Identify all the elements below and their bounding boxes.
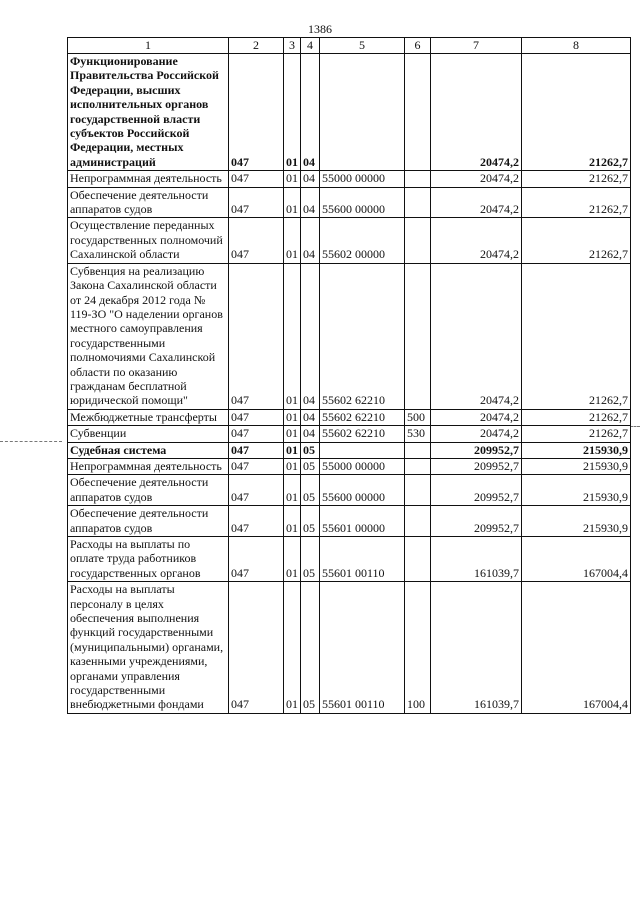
table-row [68, 475, 631, 506]
subsection-code-cell: 04 [301, 218, 320, 263]
column-header: 1 [68, 38, 229, 54]
target-article-cell: 55602 00000 [320, 218, 405, 263]
column-header: 3 [284, 38, 301, 54]
target-article-cell: 55602 62210 [320, 426, 405, 442]
amount-year2-cell: 21262,7 [522, 218, 631, 263]
amount-year2-cell: 215930,9 [522, 458, 631, 474]
target-article-cell [320, 54, 405, 171]
section-code-cell: 01 [284, 582, 301, 714]
scan-artifact-line-right [630, 426, 640, 427]
row-name-cell: Межбюджетные трансферты [68, 409, 229, 425]
subsection-code-cell: 04 [301, 54, 320, 171]
column-header: 2 [229, 38, 284, 54]
section-code-cell: 01 [284, 409, 301, 425]
amount-year2-cell: 215930,9 [522, 442, 631, 458]
scan-artifact-line [0, 441, 62, 442]
amount-year1-cell: 209952,7 [431, 442, 522, 458]
expense-type-cell [405, 537, 431, 582]
row-name-cell: Обеспечение деятельности аппаратов судов [68, 475, 229, 506]
amount-year1-cell: 20474,2 [431, 426, 522, 442]
table-row [68, 187, 631, 218]
target-article-cell: 55600 00000 [320, 187, 405, 218]
amount-year2-cell: 21262,7 [522, 54, 631, 171]
admin-code-cell: 047 [229, 458, 284, 474]
page-number: 1386 [308, 22, 332, 36]
expense-type-cell [405, 475, 431, 506]
admin-code-cell: 047 [229, 54, 284, 171]
budget-table [67, 37, 631, 714]
table-row [68, 442, 631, 458]
amount-year2-cell: 215930,9 [522, 506, 631, 537]
column-header: 7 [431, 38, 522, 54]
amount-year1-cell: 161039,7 [431, 537, 522, 582]
table-row [68, 458, 631, 474]
amount-year2-cell: 21262,7 [522, 187, 631, 218]
target-article-cell: 55602 62210 [320, 409, 405, 425]
table-row [68, 506, 631, 537]
section-code-cell: 01 [284, 506, 301, 537]
subsection-code-cell: 05 [301, 458, 320, 474]
admin-code-cell: 047 [229, 187, 284, 218]
row-name-cell: Обеспечение деятельности аппаратов судов [68, 187, 229, 218]
table-row [68, 582, 631, 714]
subsection-code-cell: 05 [301, 475, 320, 506]
amount-year1-cell: 20474,2 [431, 187, 522, 218]
section-code-cell: 01 [284, 171, 301, 187]
section-code-cell: 01 [284, 218, 301, 263]
target-article-cell [320, 442, 405, 458]
subsection-code-cell: 05 [301, 442, 320, 458]
row-name-cell: Судебная система [68, 442, 229, 458]
section-code-cell: 01 [284, 54, 301, 171]
target-article-cell: 55000 00000 [320, 458, 405, 474]
amount-year1-cell: 161039,7 [431, 582, 522, 714]
subsection-code-cell: 04 [301, 409, 320, 425]
amount-year1-cell: 209952,7 [431, 506, 522, 537]
target-article-cell: 55601 00110 [320, 537, 405, 582]
column-header-row [68, 38, 631, 54]
amount-year1-cell: 20474,2 [431, 54, 522, 171]
target-article-cell: 55602 62210 [320, 263, 405, 409]
amount-year2-cell: 167004,4 [522, 582, 631, 714]
expense-type-cell [405, 263, 431, 409]
subsection-code-cell: 04 [301, 263, 320, 409]
admin-code-cell: 047 [229, 218, 284, 263]
admin-code-cell: 047 [229, 475, 284, 506]
amount-year2-cell: 215930,9 [522, 475, 631, 506]
expense-type-cell: 100 [405, 582, 431, 714]
expense-type-cell: 530 [405, 426, 431, 442]
amount-year1-cell: 20474,2 [431, 263, 522, 409]
amount-year1-cell: 20474,2 [431, 218, 522, 263]
table-row [68, 263, 631, 409]
expense-type-cell [405, 171, 431, 187]
row-name-cell: Расходы на выплаты по оплате труда работников государственных органов [68, 537, 229, 582]
row-name-cell: Функционирование Правительства Российской Федерации, высших исполнительных органов государственной власти субъектов Российской Федерации, местных администраций [68, 54, 229, 171]
subsection-code-cell: 04 [301, 171, 320, 187]
target-article-cell: 55000 00000 [320, 171, 405, 187]
section-code-cell: 01 [284, 537, 301, 582]
admin-code-cell: 047 [229, 171, 284, 187]
expense-type-cell [405, 54, 431, 171]
admin-code-cell: 047 [229, 537, 284, 582]
row-name-cell: Субвенции [68, 426, 229, 442]
budget-table-body [68, 38, 631, 714]
subsection-code-cell: 04 [301, 426, 320, 442]
amount-year2-cell: 21262,7 [522, 409, 631, 425]
table-row [68, 171, 631, 187]
row-name-cell: Субвенция на реализацию Закона Сахалинской области от 24 декабря 2012 года № 119-ЗО "О наделении органов местного самоуправления государственными полномочиями Сахалинской области по оказанию гражданам бесплатной юридической помощи" [68, 263, 229, 409]
row-name-cell: Непрограммная деятельность [68, 171, 229, 187]
table-row [68, 54, 631, 171]
amount-year1-cell: 20474,2 [431, 171, 522, 187]
subsection-code-cell: 05 [301, 582, 320, 714]
row-name-cell: Обеспечение деятельности аппаратов судов [68, 506, 229, 537]
column-header: 8 [522, 38, 631, 54]
admin-code-cell: 047 [229, 409, 284, 425]
amount-year2-cell: 21262,7 [522, 426, 631, 442]
expense-type-cell [405, 218, 431, 263]
table-row [68, 218, 631, 263]
amount-year2-cell: 21262,7 [522, 171, 631, 187]
expense-type-cell [405, 187, 431, 218]
amount-year2-cell: 167004,4 [522, 537, 631, 582]
subsection-code-cell: 05 [301, 537, 320, 582]
table-row [68, 537, 631, 582]
row-name-cell: Осуществление переданных государственных полномочий Сахалинской области [68, 218, 229, 263]
target-article-cell: 55600 00000 [320, 475, 405, 506]
target-article-cell: 55601 00000 [320, 506, 405, 537]
subsection-code-cell: 05 [301, 506, 320, 537]
expense-type-cell [405, 458, 431, 474]
section-code-cell: 01 [284, 187, 301, 218]
amount-year1-cell: 209952,7 [431, 475, 522, 506]
section-code-cell: 01 [284, 263, 301, 409]
section-code-cell: 01 [284, 458, 301, 474]
target-article-cell: 55601 00110 [320, 582, 405, 714]
section-code-cell: 01 [284, 442, 301, 458]
expense-type-cell: 500 [405, 409, 431, 425]
admin-code-cell: 047 [229, 582, 284, 714]
column-header: 6 [405, 38, 431, 54]
amount-year1-cell: 209952,7 [431, 458, 522, 474]
subsection-code-cell: 04 [301, 187, 320, 218]
admin-code-cell: 047 [229, 442, 284, 458]
expense-type-cell [405, 506, 431, 537]
table-row [68, 426, 631, 442]
column-header: 4 [301, 38, 320, 54]
table-row [68, 409, 631, 425]
amount-year1-cell: 20474,2 [431, 409, 522, 425]
section-code-cell: 01 [284, 475, 301, 506]
section-code-cell: 01 [284, 426, 301, 442]
admin-code-cell: 047 [229, 426, 284, 442]
amount-year2-cell: 21262,7 [522, 263, 631, 409]
admin-code-cell: 047 [229, 263, 284, 409]
column-header: 5 [320, 38, 405, 54]
row-name-cell: Непрограммная деятельность [68, 458, 229, 474]
row-name-cell: Расходы на выплаты персоналу в целях обеспечения выполнения функций государственными (муниципальными) органами, казенными учреждениями, органами управления государственными внебюджетными фондами [68, 582, 229, 714]
admin-code-cell: 047 [229, 506, 284, 537]
expense-type-cell [405, 442, 431, 458]
